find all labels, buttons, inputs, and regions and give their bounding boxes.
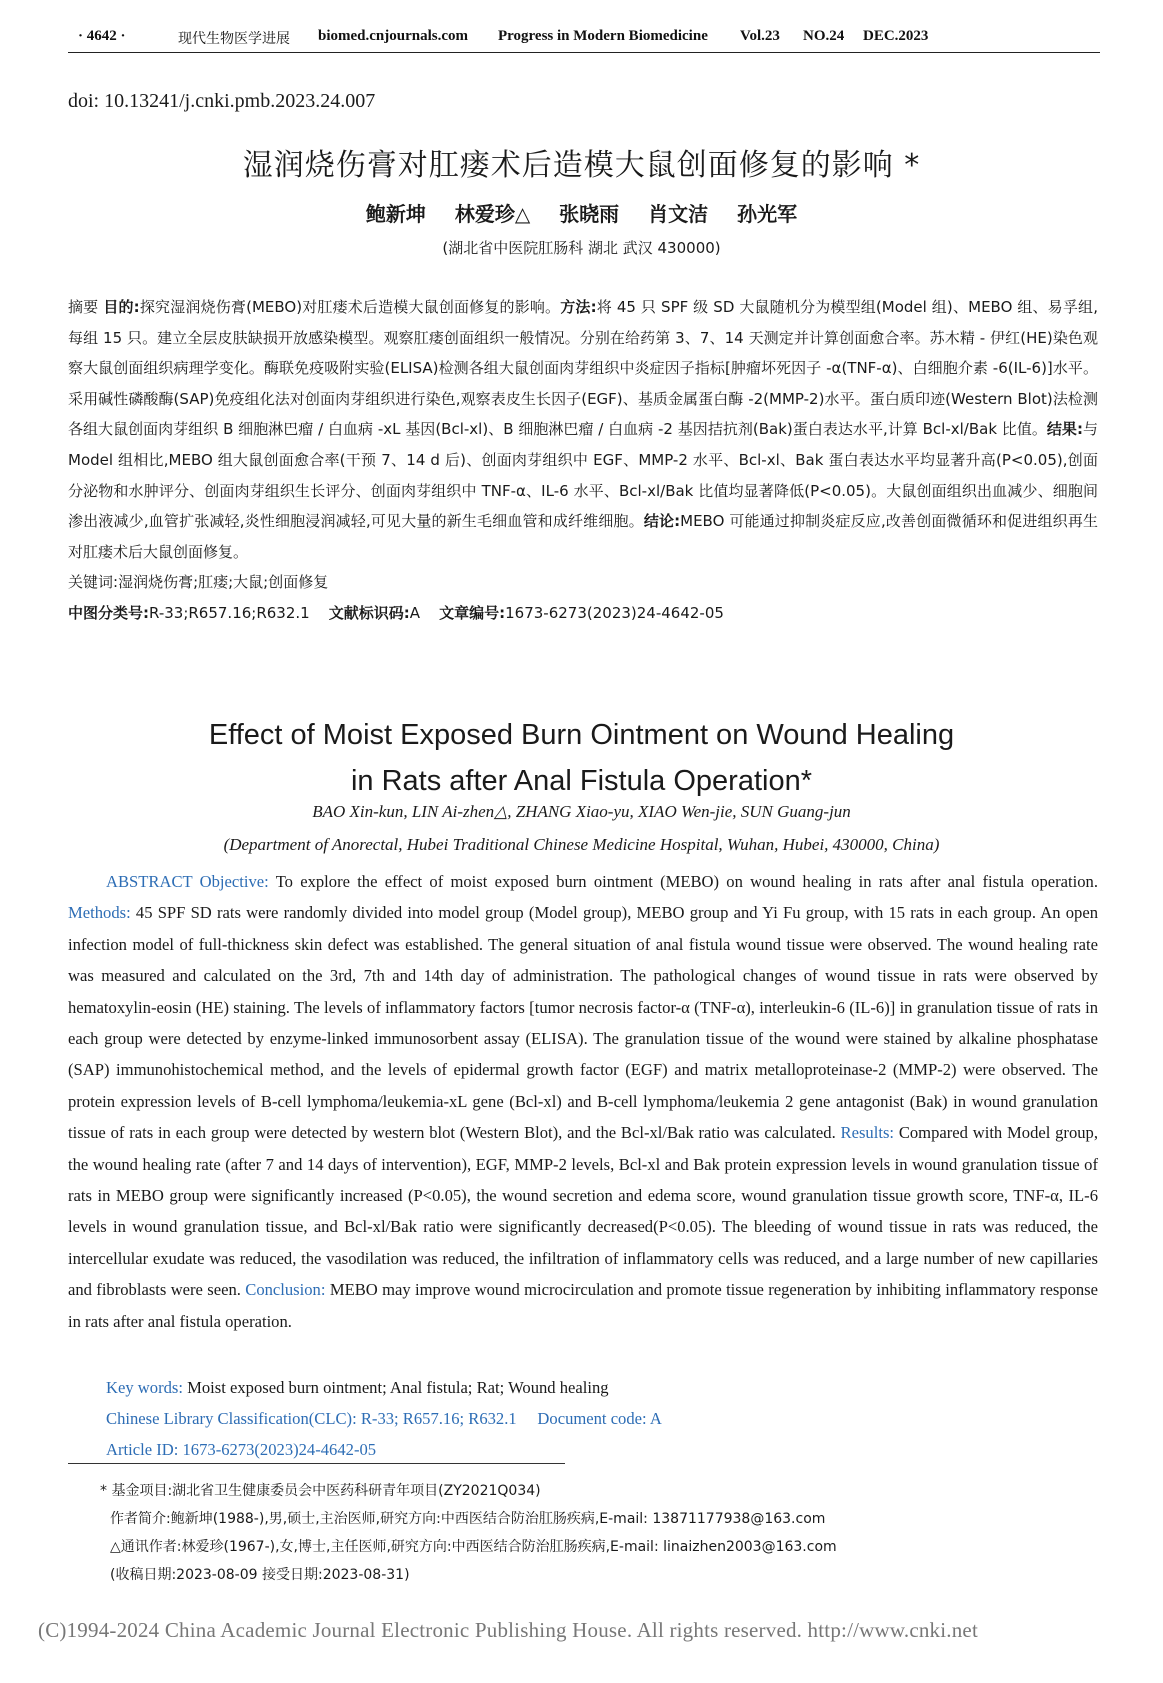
clc-en: R-33; R657.16; R632.1 <box>360 1409 517 1428</box>
conclusion-cn: MEBO 可能通过抑制炎症反应,改善创面微循环和促进组织再生对肛瘘术后大鼠创面修复。 <box>68 512 1098 561</box>
abstract-en <box>68 866 1098 1337</box>
journal-name-cn: 现代生物医学进展 <box>178 31 290 47</box>
methods-en-label: Methods: <box>68 903 131 923</box>
results-cn: 与 Model 组相比,MEBO 组大鼠创面愈合率(干预 7、14 d 后)、创面肉芽组织中 EGF、MMP-2 水平、Bcl-xl、Bak 蛋白表达水平均显著升高(P<0.05),创面分泌物和水肿评分、创面肉芽组织生长评分、创面肉芽组织中 TNF-α、IL-6 水平、Bcl-xl/Bak 比值均显著降低(P<0.05)。大鼠创面组织出血减少、细胞间渗出液减少,血管扩张减轻,炎性细胞浸润减轻,可见大量的新生毛细血管和成纤维细胞。 <box>68 420 1098 531</box>
keywords-en-line <box>106 1378 1096 1398</box>
clc-en-label: Chinese Library Classification(CLC): <box>106 1409 357 1428</box>
methods-en: 45 SPF SD rats were randomly divided into model group (Model group), MEBO group and Yi Fu group, with 15 rats in each group. An open infection model of full-thickness skin defect was established. The general situation of anal fistula wound tissue were observed. The wound healing rate was measured and calculated on the 3rd, 7th and 14th day of administration. The pathological changes of wound tissue in rats were observed by hematoxylin-eosin (HE) staining. The levels of inflammatory factors [tumor necrosis factor-α (TNF-α), interleukin-6 (IL-6)] in granulation tissue of rats in each group were detected by enzyme-linked immunosorbent assay (ELISA). The granulation tissue of the wound were stained by alkaline phosphatase (SAP) immunohistochemical method, and the levels of epidermal growth factor (EGF) and matrix metalloproteinase-2 (MMP-2) were observed. The protein expression levels of B-cell lymphoma/leukemia-xL gene (Bcl-xl) and B-cell lymphoma/leukemia 2 gene antagonist (Bak) in wound granulation tissue of rats in each group were detected by western blot (Western Blot), and the Bcl-xl/Bak ratio was calculated. <box>68 903 1098 1143</box>
journal-site: biomed.cnjournals.com <box>318 28 468 44</box>
keywords-en: Moist exposed burn ointment; Anal fistula; Rat; Wound healing <box>187 1378 609 1397</box>
authors-cn: 鲍新坤 林爱珍△ 张晓雨 肖文洁 孙光军 <box>365 202 798 226</box>
journal-issue: NO.24 <box>803 28 845 44</box>
doc-code-cn: A <box>409 603 421 622</box>
affiliation-en: (Department of Anorectal, Hubei Traditional Chinese Medicine Hospital, Wuhan, Hubei, 430000, China) <box>223 835 940 854</box>
title-cn: 湿润烧伤膏对肛瘘术后造模大鼠创面修复的影响 * <box>242 148 921 183</box>
doc-code-en: A <box>649 1409 662 1428</box>
results-en-label: Results: <box>840 1123 895 1143</box>
article-id-en-line <box>106 1440 1096 1460</box>
objective-en: To explore the effect of moist exposed burn ointment (MEBO) on wound healing in rats after anal fistula operation. <box>275 872 1098 891</box>
clc-cn: R-33;R657.16;R632.1 <box>149 603 310 622</box>
title-en <box>0 712 1163 804</box>
copyright-watermark: (C)1994-2024 China Academic Journal Electronic Publishing House. All rights reserved. http://www.cnki.net <box>38 1618 978 1642</box>
methods-cn: 将 45 只 SPF 级 SD 大鼠随机分为模型组(Model 组)、MEBO 组、易孚组,每组 15 只。建立全层皮肤缺损开放感染模型。观察肛瘘创面组织一般情况。分别在给药第 3、7、14 天测定并计算创面愈合率。苏木精 - 伊红(HE)染色观察大鼠创面组织病理学变化。酶联免疫吸附实验(ELISA)检测各组大鼠创面肉芽组织中炎症因子指标[肿瘤坏死因子 -α(TNF-α)、白细胞介素 -6(IL-6)]水平。采用碱性磷酸酶(SAP)免疫组化法对创面肉芽组织进行染色,观察表皮生长因子(EGF)、基质金属蛋白酶 -2(MMP-2)水平。蛋白质印迹(Western Blot)法检测各组大鼠创面肉芽组织 B 细胞淋巴瘤 / 白血病 -xL 基因(Bcl-xl)、B 细胞淋巴瘤 / 白血病 -2 基因拮抗剂(Bak)蛋白表达水平,计算 Bcl-xl/Bak 比值。 <box>68 298 1098 439</box>
results-en: Compared with Model group, the wound healing rate (after 7 and 14 days of intervention), EGF, MMP-2 levels, Bcl-xl and Bak protein expression levels in wound granulation tissue of rats in MEBO group were significantly increased (P<0.05), the wound secretion and edema score, wound granulation tissue growth score, TNF-α, IL-6 levels in wound granulation tissue, and Bcl-xl/Bak ratio were significantly decreased(P<0.05). The bleeding of wound tissue in rats was reduced, the intercellular exudate was reduced, the vasodilation was reduced, the infiltration of inflammatory cells was reduced, and a large number of new capillaries and fibroblasts were seen. <box>68 1123 1098 1300</box>
title-en-line1: Effect of Moist Exposed Burn Ointment on Wound Healing <box>208 719 955 751</box>
abstract-cn-label: 摘要 <box>68 298 99 316</box>
title-en-line2: in Rats after Anal Fistula Operation* <box>350 765 812 797</box>
classification-cn-line <box>68 598 1098 629</box>
affiliation-cn: (湖北省中医院肛肠科 湖北 武汉 430000) <box>442 239 721 257</box>
abstract-en-label: ABSTRACT Objective: <box>106 872 269 891</box>
footnote-fund: * 基金项目:湖北省卫生健康委员会中医药科研青年项目(ZY2021Q034) <box>100 1483 541 1499</box>
article-no-cn: 1673-6273(2023)24-4642-05 <box>505 603 724 622</box>
keywords-en-label: Key words: <box>106 1378 183 1397</box>
article-id-en-label: Article ID: <box>106 1440 179 1459</box>
conclusion-en-label: Conclusion: <box>245 1280 326 1300</box>
classification-en-line <box>106 1409 1096 1429</box>
doi: doi: 10.13241/j.cnki.pmb.2023.24.007 <box>68 90 376 112</box>
authors-en: BAO Xin-kun, LIN Ai-zhen△, ZHANG Xiao-yu, XIAO Wen-jie, SUN Guang-jun <box>312 802 851 821</box>
abstract-cn-body <box>68 292 1098 567</box>
journal-name-en: Progress in Modern Biomedicine <box>498 28 708 44</box>
clc-cn-label: 中图分类号: <box>68 603 149 622</box>
abstract-cn <box>68 292 1098 629</box>
objective-cn-label: 目的: <box>103 298 140 316</box>
conclusion-cn-label: 结论: <box>643 512 681 531</box>
conclusion-en: MEBO may improve wound microcirculation and promote tissue regeneration by inhibiting inflammatory response in rats after anal fistula operation. <box>68 1280 1098 1331</box>
abstract-en-body <box>68 866 1098 1337</box>
results-cn-label: 结果: <box>1046 420 1083 439</box>
page-number: · 4642 · <box>78 28 126 44</box>
doc-code-en-label: Document code: <box>537 1409 647 1428</box>
keywords-cn: 湿润烧伤膏;肛瘘;大鼠;创面修复 <box>118 573 329 592</box>
footnote-author: 作者简介:鲍新坤(1988-),男,硕士,主治医师,研究方向:中西医结合防治肛肠疾病,E-mail: 13871177938@163.com <box>110 1511 826 1527</box>
objective-cn: 探究湿润烧伤膏(MEBO)对肛瘘术后造模大鼠创面修复的影响。 <box>139 298 561 316</box>
doc-code-cn-label: 文献标识码: <box>328 603 410 622</box>
journal-date: DEC.2023 <box>863 28 929 44</box>
article-no-cn-label: 文章编号: <box>439 603 506 622</box>
footnote-corresponding: △通讯作者:林爱珍(1967-),女,博士,主任医师,研究方向:中西医结合防治肛肠疾病,E-mail: linaizhen2003@163.com <box>110 1539 837 1555</box>
keywords-cn-label: 关键词: <box>68 573 119 592</box>
journal-volume: Vol.23 <box>740 28 780 44</box>
article-id-en: 1673-6273(2023)24-4642-05 <box>182 1440 377 1459</box>
keywords-cn-line <box>68 567 1098 598</box>
header-rule <box>68 52 1100 53</box>
footnote-rule <box>68 1463 565 1464</box>
footnote-dates: (收稿日期:2023-08-09 接受日期:2023-08-31) <box>110 1567 410 1583</box>
methods-cn-label: 方法: <box>560 298 597 316</box>
